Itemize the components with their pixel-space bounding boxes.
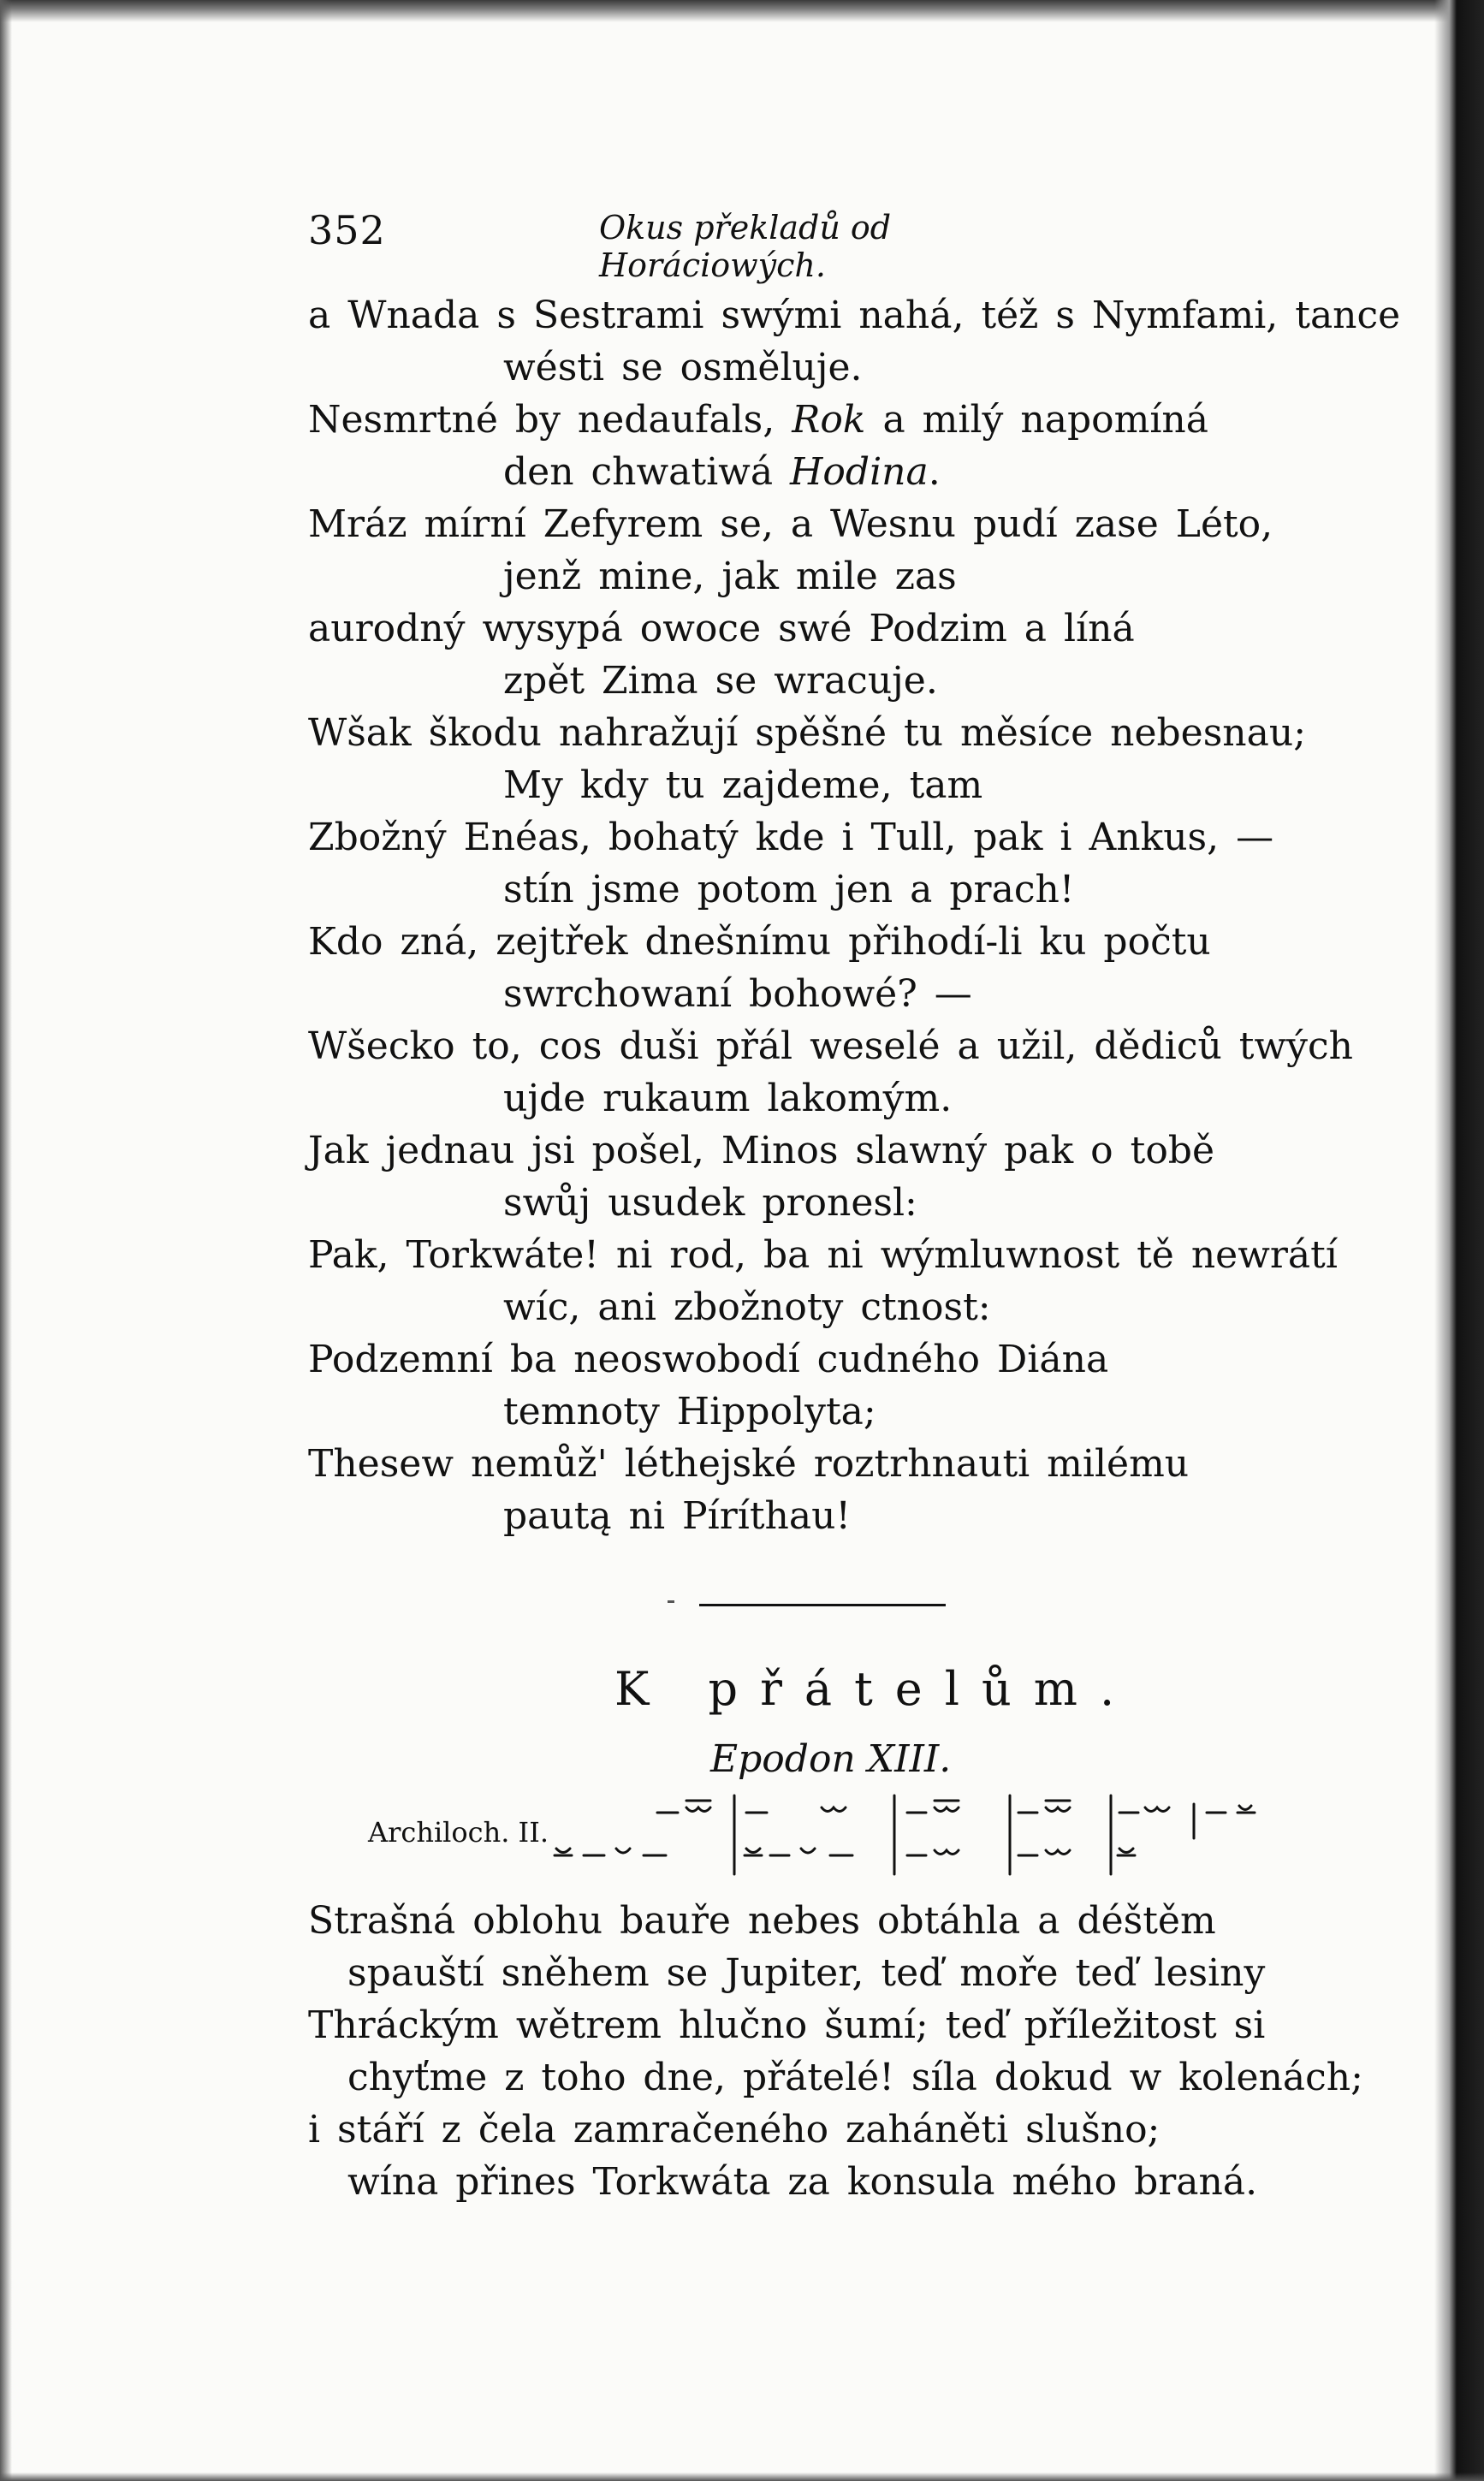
poem-line: Thesew nemůž' léthejské roztrhnauti milému [308, 1442, 1190, 1486]
scan-edge-right [1434, 0, 1484, 2481]
poem-line: spauští sněhem se Jupiter, teď moře teď lesiny [347, 1951, 1266, 1995]
italic-word: Hodina [790, 450, 929, 494]
poem-line: Nesmrtné by nedaufals, Rok a milý napomíná [308, 398, 1208, 442]
poem-one [308, 289, 1401, 1542]
poem-line: Mráz mírní Zefyrem se, a Wesnu pudí zase Léto, [308, 502, 1273, 546]
running-head [308, 207, 1078, 284]
poem-line: zpět Zima se wracuje. [503, 659, 938, 703]
metre-scheme-diagram [531, 1789, 1301, 1883]
section-subtitle: Epodon XIII. [710, 1737, 952, 1781]
poem-line: Podzemní ba neoswobodí cudného Diána [308, 1338, 1109, 1381]
poem-line: Strašná oblohu bauře nebes obtáhla a déštěm [308, 1899, 1216, 1943]
divider-mark [668, 1600, 674, 1603]
poem-two [308, 1895, 1421, 2208]
section-title: K přátelům. [614, 1662, 1137, 1716]
poem-line: wíc, ani zbožnoty ctnost: [503, 1285, 991, 1329]
section-divider [699, 1604, 946, 1606]
scan-edge-bottom [0, 2472, 1484, 2481]
poem-line: aurodný wysypá owoce swé Podzim a líná [308, 607, 1135, 650]
scan-edge-top [0, 0, 1484, 22]
poem-line: Kdo zná, zejtřek dnešnímu přihodí-li ku počtu [308, 920, 1211, 964]
poem-line: My kdy tu zajdeme, tam [503, 763, 983, 807]
running-title: Okus překladů od Horáciowých. [599, 209, 892, 284]
poem-line: a Wnada s Sestrami swými nahá, též s Nymfami, tance [308, 294, 1401, 337]
poem-line: Jak jednau jsi pošel, Minos slawný pak o tobě [308, 1129, 1215, 1172]
poem-line: pautą ni Píríthau! [503, 1494, 852, 1538]
scan-edge-left [0, 0, 12, 2481]
poem-line: i stáří z čela zamračeného zaháněti slušno; [308, 2108, 1160, 2152]
poem-line: den chwatiwá Hodina. [503, 450, 941, 494]
poem-line: Zbožný Enéas, bohatý kde i Tull, pak i Ankus, — [308, 816, 1274, 859]
poem-line: wésti se osměluje. [503, 346, 863, 389]
page-number: 352 [308, 207, 386, 253]
poem-line: Wšak škodu nahražují spěšné tu měsíce nebesnau; [308, 711, 1307, 755]
poem-line: wína přines Torkwáta za konsula mého braná. [347, 2160, 1258, 2204]
italic-word: Rok [792, 398, 866, 442]
poem-line: Wšecko to, cos duši přál weselé a užil, dědiců twých [308, 1024, 1353, 1068]
poem-line: ujde rukaum lakomým. [503, 1077, 953, 1120]
poem-line: swrchowaní bohowé? — [503, 972, 972, 1016]
poem-line: chyťme z toho dne, přátelé! síla dokud w kolenách; [347, 2056, 1363, 2099]
poem-line: jenž mine, jak mile zas [503, 555, 957, 598]
poem-line: Thráckým wětrem hlučno šumí; teď příležitost si [308, 2003, 1266, 2047]
poem-line: swůj usudek pronesl: [503, 1181, 917, 1225]
poem-line: temnoty Hippolyta; [503, 1390, 876, 1433]
poem-line: stín jsme potom jen a prach! [503, 868, 1075, 911]
poem-line: Pak, Torkwáte! ni rod, ba ni wýmluwnost tě newrátí [308, 1233, 1338, 1277]
metre-label: Archiloch. II. [368, 1816, 549, 1849]
